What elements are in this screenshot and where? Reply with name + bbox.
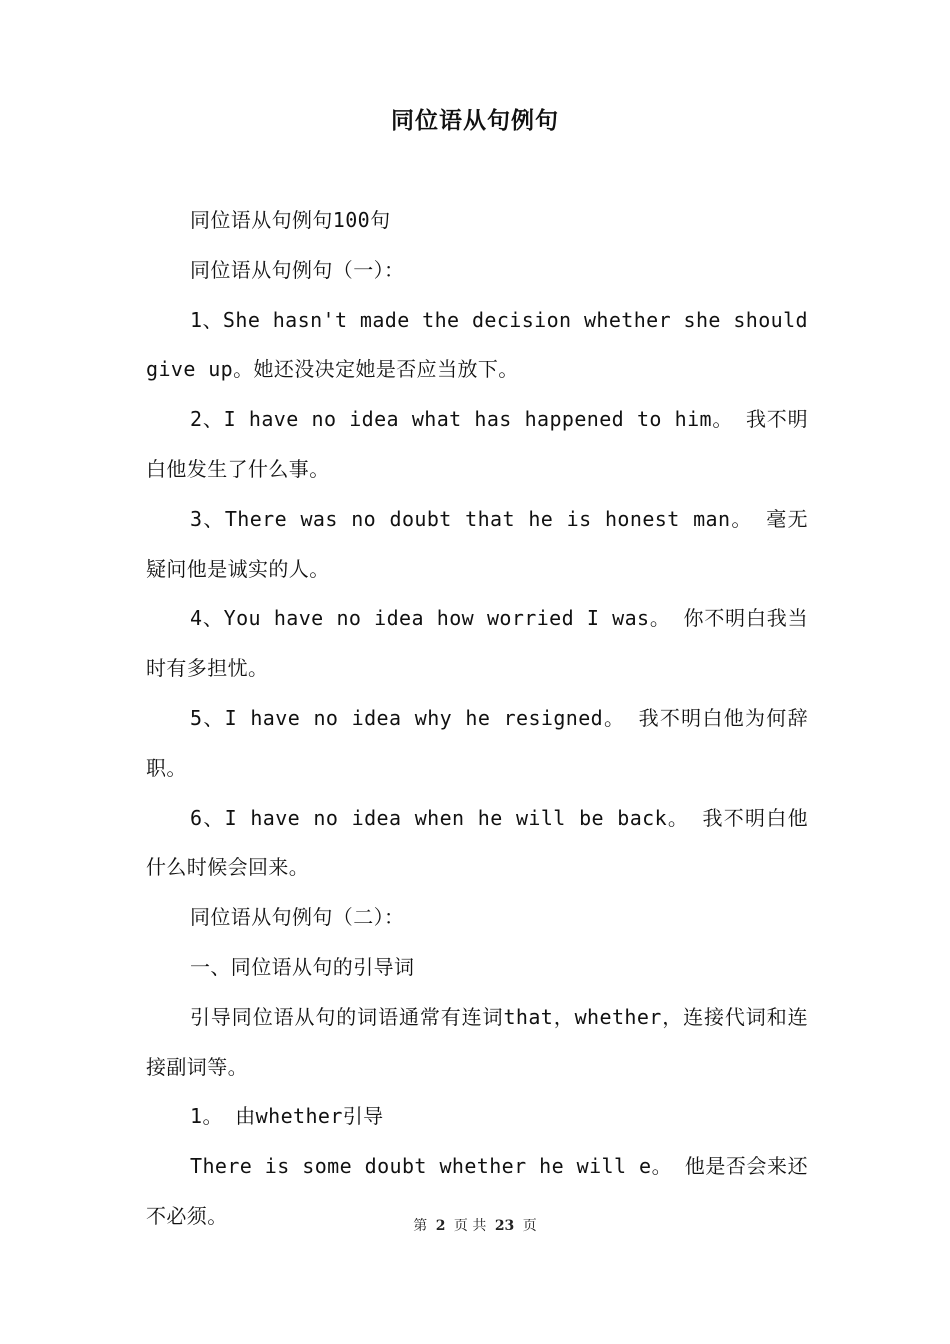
- document-body: [146, 196, 808, 1242]
- paragraph: 5、I have no idea why he resigned。 我不明白他为何辞职。: [146, 705, 808, 780]
- document-title: 同位语从句例句: [391, 108, 559, 134]
- paragraph: There is some doubt whether he will e。 他是否会来还不必须。: [146, 1154, 808, 1228]
- page-footer: [0, 1215, 950, 1235]
- paragraph: 1、She hasn't made the decision whether she should give up。她还没决定她是否应当放下。: [146, 307, 808, 382]
- footer-middle: 页 共: [453, 1218, 487, 1234]
- footer-suffix: 页: [522, 1218, 537, 1234]
- total-pages-number: 23: [494, 1218, 515, 1234]
- paragraph: 6、I have no idea when he will be back。 我不明白他什么时候会回来。: [146, 805, 808, 880]
- paragraph: 引导同位语从句的词语通常有连词that，whether，连接代词和连接副词等。: [146, 1004, 808, 1079]
- current-page-number: 2: [435, 1218, 446, 1234]
- footer-prefix: 第: [413, 1218, 428, 1234]
- paragraph: 4、You have no idea how worried I was。 你不明白我当时有多担忧。: [146, 606, 808, 681]
- paragraph: 2、I have no idea what has happened to him。 我不明白他发生了什么事。: [146, 407, 808, 481]
- paragraph: 3、There was no doubt that he is honest man。 毫无疑问他是诚实的人。: [146, 506, 808, 581]
- paragraph: 同位语从句例句（二）：: [190, 905, 405, 930]
- paragraph: 一、同位语从句的引导词: [190, 954, 415, 979]
- paragraph: 同位语从句例句100句: [190, 208, 391, 232]
- paragraph: 1。 由whether引导: [190, 1104, 384, 1129]
- paragraph: 同位语从句例句（一）：: [190, 257, 405, 282]
